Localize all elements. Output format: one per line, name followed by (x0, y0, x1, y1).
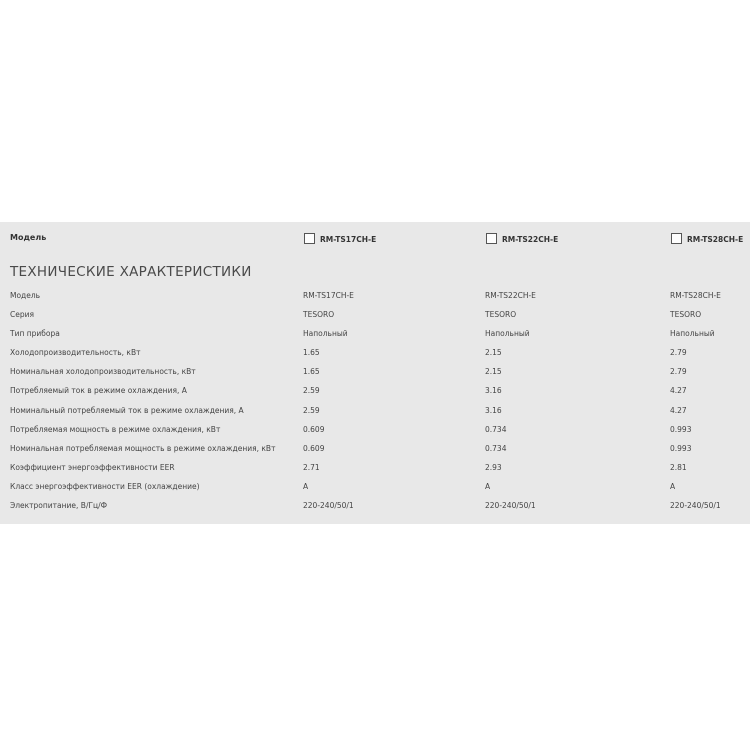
spec-label: Тип прибора (10, 329, 60, 339)
spec-value: 1.65 (303, 367, 320, 377)
spec-value: 0.609 (303, 443, 325, 453)
spec-row (0, 287, 750, 306)
spec-value: 0.734 (485, 443, 507, 453)
spec-value: 220-240/50/1 (670, 501, 721, 511)
spec-value: RM-TS22CH-E (485, 291, 536, 300)
spec-value: RM-TS17CH-E (303, 291, 354, 300)
spec-value: 0.993 (670, 424, 692, 434)
model-name: RM-TS28CH-E (687, 235, 744, 244)
spec-row (0, 402, 750, 421)
spec-label: Класс энергоэффективности EER (охлаждение) (10, 481, 200, 491)
model-name: RM-TS22CH-E (502, 235, 559, 244)
spec-value: 2.93 (485, 462, 502, 472)
spec-value: Напольный (670, 329, 715, 339)
checkbox-icon[interactable] (671, 233, 682, 244)
spec-row (0, 440, 750, 459)
spec-value: 1.65 (303, 348, 320, 358)
spec-row (0, 421, 750, 440)
spec-row (0, 325, 750, 344)
spec-value: 2.79 (670, 348, 687, 358)
spec-value: TESORO (485, 310, 517, 320)
spec-label: Электропитание, В/Гц/Ф (10, 501, 108, 511)
spec-label: Модель (10, 291, 41, 300)
spec-row (0, 382, 750, 401)
spec-value: 2.79 (670, 367, 687, 377)
spec-value: 3.16 (485, 405, 502, 415)
spec-value: RM-TS28CH-E (670, 291, 721, 300)
spec-label: Серия (10, 310, 34, 320)
spec-value: 2.59 (303, 386, 320, 396)
spec-row (0, 459, 750, 478)
spec-label: Номинальная холодопроизводительность, кВт (10, 367, 196, 377)
spec-value: 2.81 (670, 462, 687, 472)
comparison-panel (0, 222, 750, 524)
spec-value: 220-240/50/1 (485, 501, 536, 511)
spec-value: A (670, 481, 676, 491)
spec-table (0, 287, 750, 516)
model-header-row (0, 222, 750, 255)
spec-row (0, 497, 750, 516)
spec-value: TESORO (303, 310, 335, 320)
spec-label: Потребляемая мощность в режиме охлаждения, кВт (10, 424, 221, 434)
spec-value: Напольный (485, 329, 530, 339)
checkbox-icon[interactable] (304, 233, 315, 244)
spec-value: A (485, 481, 491, 491)
spec-value: 0.609 (303, 424, 325, 434)
section-title: ТЕХНИЧЕСКИЕ ХАРАКТЕРИСТИКИ (10, 264, 252, 280)
checkbox-icon[interactable] (486, 233, 497, 244)
spec-value: 2.59 (303, 405, 320, 415)
spec-value: 3.16 (485, 386, 502, 396)
spec-value: 4.27 (670, 386, 687, 396)
spec-value: 2.71 (303, 462, 320, 472)
spec-value: Напольный (303, 329, 348, 339)
spec-value: TESORO (670, 310, 702, 320)
spec-value: 2.15 (485, 348, 502, 358)
spec-label: Номинальный потребляемый ток в режиме охлаждения, А (10, 405, 244, 415)
model-compare-checkbox[interactable] (486, 232, 558, 244)
spec-value: 0.993 (670, 443, 692, 453)
spec-row (0, 306, 750, 325)
spec-label: Потребляемый ток в режиме охлаждения, А (10, 386, 187, 396)
spec-label: Холодопроизводительность, кВт (10, 348, 141, 358)
model-name: RM-TS17CH-E (320, 235, 377, 244)
spec-value: 0.734 (485, 424, 507, 434)
spec-value: A (303, 481, 309, 491)
spec-value: 2.15 (485, 367, 502, 377)
spec-row (0, 478, 750, 497)
model-compare-checkbox[interactable] (671, 232, 743, 244)
spec-label: Коэффициент энергоэффективности EER (10, 462, 175, 472)
spec-row (0, 344, 750, 363)
spec-value: 220-240/50/1 (303, 501, 354, 511)
spec-label: Номинальная потребляемая мощность в режиме охлаждения, кВт (10, 443, 276, 453)
spec-row (0, 363, 750, 382)
model-header-label: Модель (10, 233, 47, 242)
model-compare-checkbox[interactable] (304, 232, 376, 244)
spec-value: 4.27 (670, 405, 687, 415)
